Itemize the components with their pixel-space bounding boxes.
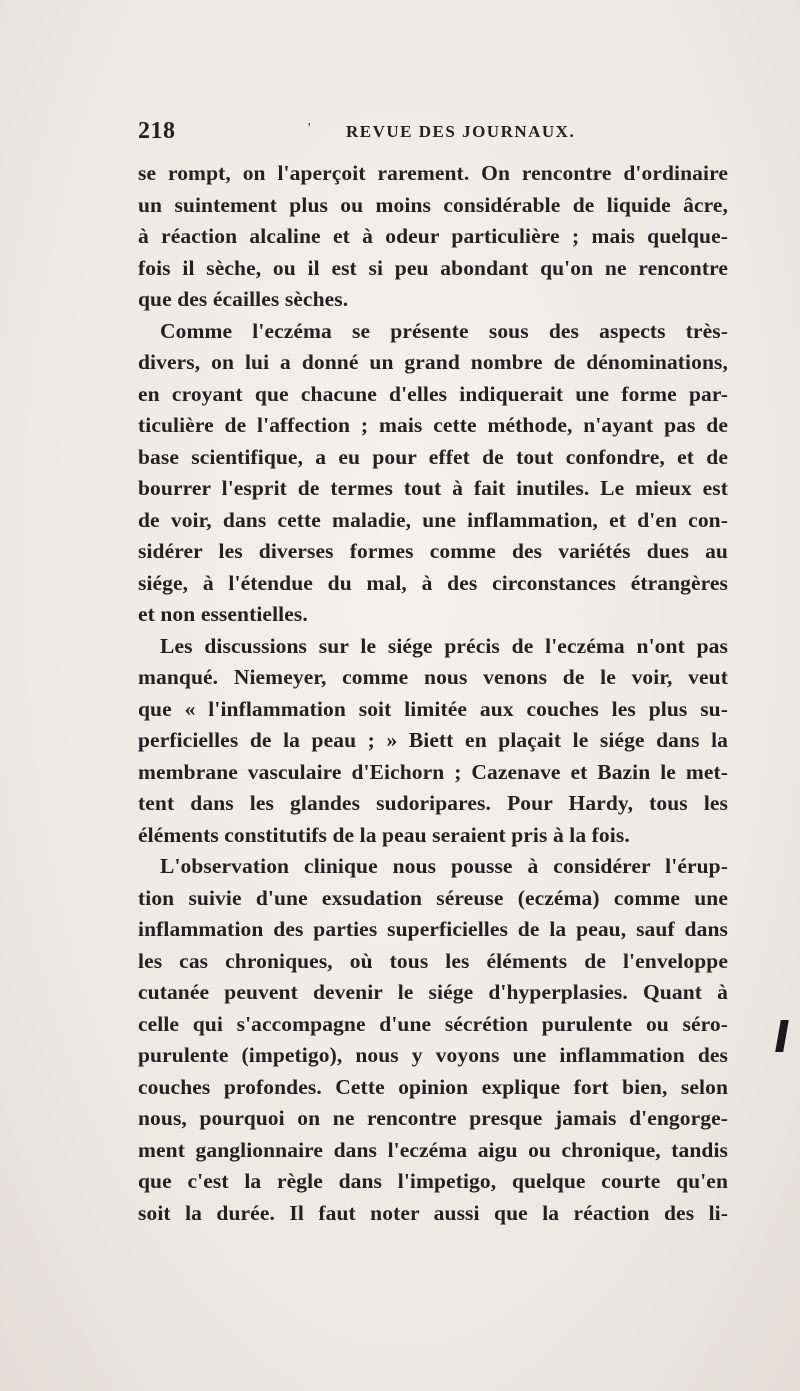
text-line: L'observation clinique nous pousse à considérer l'érup-: [160, 854, 728, 878]
text-line: divers, on lui a donné un grand nombre de dénominations,: [138, 350, 728, 374]
text-line: tion suivie d'une exsudation séreuse (eczéma) comme une: [138, 885, 728, 910]
text-line: que des écailles sèches.: [138, 287, 349, 311]
margin-ink-mark: [775, 1020, 789, 1052]
text-line: et non essentielles.: [138, 602, 308, 626]
text-line: se rompt, on l'aperçoit rarement. On rencontre d'ordinaire: [138, 161, 728, 185]
text-line: membrane vasculaire d'Eichorn ; Cazenave et Bazin le met-: [138, 759, 728, 784]
text-line: purulente (impetigo), nous y voyons une inflammation des: [138, 1043, 728, 1067]
text-line: que « l'inflammation soit limitée aux couches les plus su-: [138, 696, 728, 721]
text-line: cutanée peuvent devenir le siége d'hyperplasies. Quant à: [138, 980, 728, 1004]
text-line: inflammation des parties superficielles de la peau, sauf dans: [138, 917, 728, 941]
page-number: 218: [138, 118, 176, 144]
text-line: couches profondes. Cette opinion explique fort bien, selon: [138, 1074, 728, 1099]
text-line: siége, à l'étendue du mal, à des circonstances étrangères: [138, 570, 728, 595]
page-header: [138, 118, 728, 150]
text-line: sidérer les diverses formes comme des variétés dues au: [138, 539, 728, 563]
text-line: fois il sèche, ou il est si peu abondant qu'on ne rencontre: [138, 255, 728, 280]
running-head: REVUE DES JOURNAUX.: [346, 122, 576, 141]
text-line: base scientifique, a eu pour effet de tout confondre, et de: [138, 444, 728, 469]
text-line: perficielles de la peau ; » Biett en plaçait le siége dans la: [138, 728, 728, 752]
text-line: celle qui s'accompagne d'une sécrétion purulente ou séro-: [138, 1011, 728, 1036]
body-text: [138, 158, 728, 1229]
text-line: ment ganglionnaire dans l'eczéma aigu ou chronique, tandis: [138, 1137, 728, 1162]
text-line: ticulière de l'affection ; mais cette méthode, n'ayant pas de: [138, 413, 728, 437]
text-line: manqué. Niemeyer, comme nous venons de le voir, veut: [138, 665, 728, 689]
text-line: Les discussions sur le siége précis de l'eczéma n'ont pas: [160, 633, 728, 658]
text-line: à réaction alcaline et à odeur particulière ; mais quelque-: [138, 224, 728, 248]
text-line: éléments constitutifs de la peau seraient pris à la fois.: [138, 822, 630, 847]
text-line: bourrer l'esprit de termes tout à fait inutiles. Le mieux est: [138, 476, 728, 500]
text-line: en croyant que chacune d'elles indiquerait une forme par-: [138, 381, 728, 406]
header-mark: ': [308, 121, 311, 136]
text-line: soit la durée. Il faut noter aussi que la réaction des li-: [138, 1200, 728, 1225]
text-line: un suintement plus ou moins considérable de liquide âcre,: [138, 192, 728, 217]
text-line: nous, pourquoi on ne rencontre presque jamais d'engorge-: [138, 1106, 728, 1130]
text-line: de voir, dans cette maladie, une inflammation, et d'en con-: [138, 507, 728, 532]
text-line: les cas chroniques, où tous les éléments de l'enveloppe: [138, 948, 728, 973]
text-line: Comme l'eczéma se présente sous des aspects très-: [160, 318, 728, 343]
text-line: que c'est la règle dans l'impetigo, quelque courte qu'en: [138, 1169, 728, 1193]
text-line: tent dans les glandes sudoripares. Pour Hardy, tous les: [138, 791, 728, 815]
